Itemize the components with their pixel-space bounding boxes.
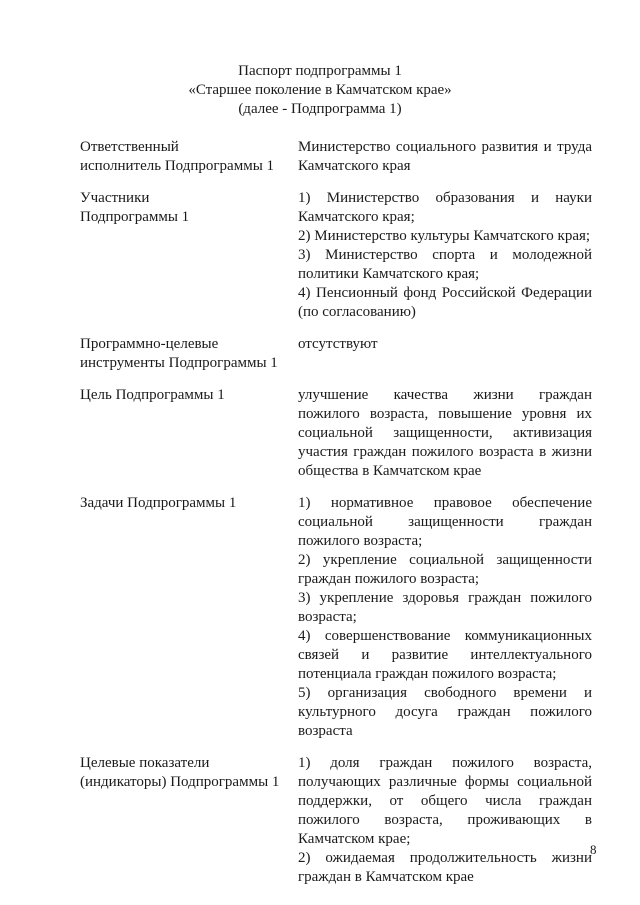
row-label	[80, 335, 298, 373]
label-line: Программно-целевые	[80, 336, 219, 352]
row-value	[298, 189, 592, 322]
row-value	[298, 138, 592, 176]
value-paragraph: 4) Пенсионный фонд Российской Федерации (по согласованию)	[298, 285, 592, 320]
row-value	[298, 335, 592, 373]
document-title	[0, 62, 640, 119]
label-line: Целевые показатели	[80, 755, 210, 771]
row-tasks	[80, 494, 592, 741]
row-label	[80, 138, 298, 176]
label-line: (индикаторы) Подпрограммы 1	[80, 774, 280, 790]
value-paragraph: 3) Министерство спорта и молодежной политики Камчатского края;	[298, 247, 592, 282]
row-indicators	[80, 754, 592, 887]
label-line: Задачи Подпрограммы 1	[80, 495, 237, 511]
label-line: Участники	[80, 190, 150, 206]
passport-table	[80, 138, 592, 900]
value-paragraph: улучшение качества жизни граждан пожилого возраста, повышение уровня их социальной защищенности, активизация участия граждан пожилого возраста в жизни общества в Камчатском крае	[298, 387, 592, 479]
value-paragraph: 4) совершенствование коммуникационных связей и развитие интеллектуального потенциала граждан пожилого возраста;	[298, 628, 592, 682]
row-responsible	[80, 138, 592, 176]
title-line-1: Паспорт подпрограммы 1	[238, 63, 402, 79]
value-paragraph: 2) укрепление социальной защищенности граждан пожилого возраста;	[298, 552, 592, 587]
value-paragraph: 1) нормативное правовое обеспечение социальной защищенности граждан пожилого возраста;	[298, 495, 592, 549]
value-paragraph: отсутствуют	[298, 336, 378, 352]
row-value	[298, 754, 592, 887]
row-value	[298, 386, 592, 481]
value-paragraph: 2) ожидаемая продолжительность жизни граждан в Камчатском крае	[298, 850, 592, 885]
label-line: исполнитель Подпрограммы 1	[80, 158, 275, 174]
row-label	[80, 189, 298, 322]
value-paragraph: 1) доля граждан пожилого возраста, получающих различные формы социальной поддержки, от общего числа граждан пожилого возраста, проживающих в Камчатском крае;	[298, 755, 592, 847]
value-paragraph: 2) Министерство культуры Камчатского края;	[298, 228, 591, 244]
value-paragraph: 5) организация свободного времени и культурного досуга граждан пожилого возраста	[298, 685, 592, 739]
label-line: Подпрограммы 1	[80, 209, 190, 225]
value-paragraph: 1) Министерство образования и науки Камчатского края;	[298, 190, 592, 225]
row-instruments	[80, 335, 592, 373]
row-label	[80, 386, 298, 481]
row-value	[298, 494, 592, 741]
label-line: Ответственный	[80, 139, 179, 155]
value-paragraph: Министерство социального развития и труда Камчатского края	[298, 139, 592, 174]
row-label	[80, 754, 298, 887]
value-paragraph: 3) укрепление здоровья граждан пожилого возраста;	[298, 590, 592, 625]
label-line: Цель Подпрограммы 1	[80, 387, 225, 403]
row-participants	[80, 189, 592, 322]
title-line-3: (далее - Подпрограмма 1)	[238, 101, 402, 117]
title-line-2: «Старшее поколение в Камчатском крае»	[188, 82, 452, 98]
label-line: инструменты Подпрограммы 1	[80, 355, 278, 371]
page-number: 8	[590, 842, 597, 857]
row-label	[80, 494, 298, 741]
row-goal	[80, 386, 592, 481]
